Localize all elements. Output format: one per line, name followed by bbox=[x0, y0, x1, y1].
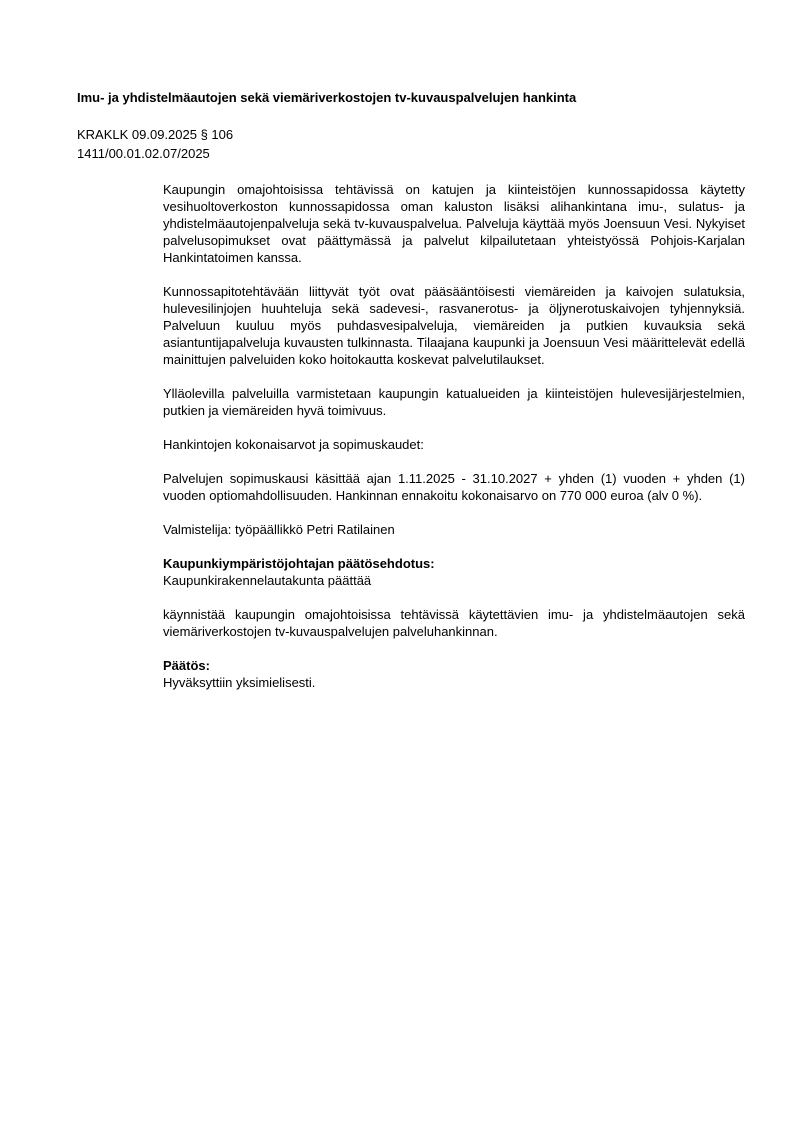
proposal-heading: Kaupunkiympäristöjohtajan päätösehdotus: bbox=[163, 556, 435, 571]
paragraph-purpose: Ylläolevilla palveluilla varmistetaan kaupungin katualueiden ja kiinteistöjen hulevesijärjestelmien, putkien ja viemäreiden hyvä toimivuus. bbox=[163, 386, 745, 418]
decision-heading: Päätös: bbox=[163, 658, 210, 673]
document-title: Imu- ja yhdistelmäautojen sekä viemäriverkostojen tv-kuvauspalvelujen hankinta bbox=[77, 90, 577, 105]
decision-section bbox=[163, 657, 745, 691]
paragraph-tasks: Kunnossapitotehtävään liittyvät työt ovat pääsääntöisesti viemäreiden ja kaivojen sulatuksia, hulevesilinjojen huuhteluja sekä sadevesi-, rasvanerotus- ja öljynerotuskaivojen tyhjennyksiä. Palveluun kuuluu myös puhdasvesipalveluja, viemäreiden ja putkien kuvauksia sekä asiantuntijapalveluja kuvausten tulkinnasta. Tilaajana kaupunki ja Joensuun Vesi määrittelevät edellä mainittujen palveluiden koko hoitokautta koskevat palvelutilaukset. bbox=[163, 284, 745, 367]
document-body bbox=[163, 181, 745, 708]
record-number: 1411/00.01.02.07/2025 bbox=[77, 146, 210, 161]
paragraph-values-heading: Hankintojen kokonaisarvot ja sopimuskaudet: bbox=[163, 437, 424, 452]
proposal-text: käynnistää kaupungin omajohtoisissa tehtävissä käytettävien imu- ja yhdistelmäautojen sekä viemäriverkostojen tv-kuvauspalvelujen palveluhankinnan. bbox=[163, 607, 745, 639]
paragraph-background: Kaupungin omajohtoisissa tehtävissä on katujen ja kiinteistöjen kunnossapidossa käytetty vesihuoltoverkoston kunnossapidossa oman kaluston lisäksi alihankintana imu-, sulatus- ja yhdistelmäautojenpalveluja sekä tv-kuvauspalvelua. Palveluja käyttää myös Joensuun Vesi. Nykyiset palvelusopimukset ovat päättymässä ja palvelut kilpailutetaan yhteistyössä Pohjois-Karjalan Hankintatoimen kanssa. bbox=[163, 182, 745, 265]
paragraph-preparer: Valmistelija: työpäällikkö Petri Ratilainen bbox=[163, 522, 395, 537]
proposal-intro: Kaupunkirakennelautakunta päättää bbox=[163, 573, 372, 588]
paragraph-contract-period: Palvelujen sopimuskausi käsittää ajan 1.11.2025 - 31.10.2027 + yhden (1) vuoden + yhden (1) vuoden optiomahdollisuuden. Hankinnan ennakoitu kokonaisarvo on 770 000 euroa (alv 0 %). bbox=[163, 471, 745, 503]
decision-text: Hyväksyttiin yksimielisesti. bbox=[163, 675, 316, 690]
meeting-meta bbox=[77, 126, 477, 164]
meeting-reference: KRAKLK 09.09.2025 § 106 bbox=[77, 127, 234, 142]
proposal-section bbox=[163, 555, 745, 589]
